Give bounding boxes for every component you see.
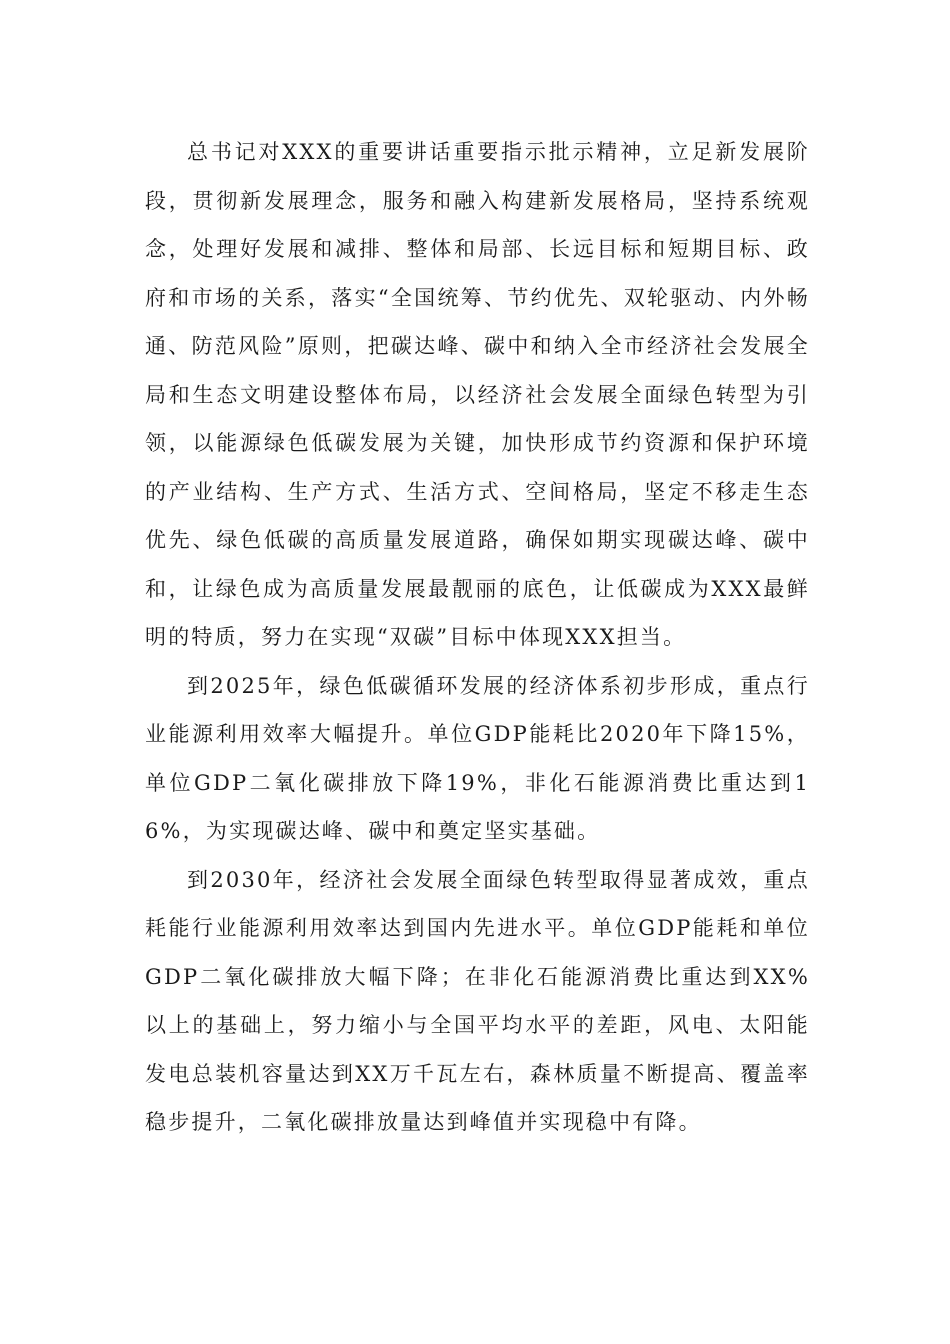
paragraph-guiding-principles: 总书记对XXX的重要讲话重要指示批示精神，立足新发展阶段，贯彻新发展理念，服务和融入构建新发展格局，坚持系统观念，处理好发展和减排、整体和局部、长远目标和短期目标、政府和市场的关系，落实“全国统筹、节约优先、双轮驱动、内外畅通、防范风险”原则，把碳达峰、碳中和纳入全市经济社会发展全局和生态文明建设整体布局，以经济社会发展全面绿色转型为引领，以能源绿色低碳发展为关键，加快形成节约资源和保护环境的产业结构、生产方式、生活方式、空间格局，坚定不移走生态优先、绿色低碳的高质量发展道路，确保如期实现碳达峰、碳中和，让绿色成为高质量发展最靓丽的底色，让低碳成为XXX最鲜明的特质，努力在实现“双碳”目标中体现XXX担当。: [145, 140, 810, 649]
paragraph-2030-targets: 到2030年，经济社会发展全面绿色转型取得显著成效，重点耗能行业能源利用效率达到国内先进水平。单位GDP能耗和单位GDP二氧化碳排放大幅下降；在非化石能源消费比重达到XX%以上的基础上，努力缩小与全国平均水平的差距，风电、太阳能发电总装机容量达到XX万千瓦左右，森林质量不断提高、覆盖率稳步提升，二氧化碳排放量达到峰值并实现稳中有降。: [145, 867, 810, 1134]
document-body: [145, 128, 810, 1147]
paragraph-2025-targets: 到2025年，绿色低碳循环发展的经济体系初步形成，重点行业能源利用效率大幅提升。单位GDP能耗比2020年下降15%，单位GDP二氧化碳排放下降19%，非化石能源消费比重达到16%，为实现碳达峰、碳中和奠定坚实基础。: [145, 673, 810, 843]
